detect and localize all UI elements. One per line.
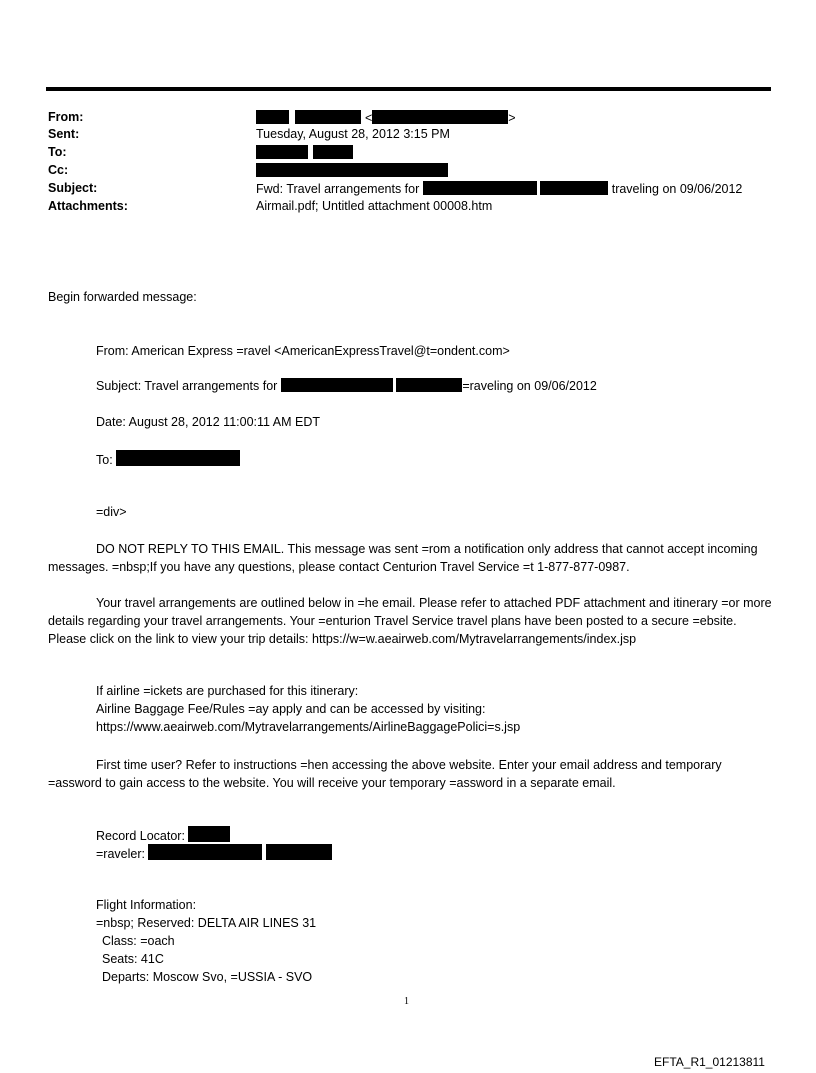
redaction: [372, 110, 508, 124]
redaction: [256, 145, 308, 159]
fwd-from: From: American Express =ravel <AmericanExpressTravel@t=ondent.com>: [96, 344, 510, 358]
begin-forwarded: Begin forwarded message:: [48, 290, 197, 304]
redaction: [423, 181, 537, 195]
traveler-label: =raveler:: [96, 847, 145, 861]
subject-suffix: traveling on 09/06/2012: [611, 182, 743, 196]
cc-label: Cc:: [48, 163, 69, 177]
subject-value: [256, 181, 742, 196]
from-lt: <: [364, 111, 373, 125]
redaction: [295, 110, 361, 124]
redaction: [256, 163, 448, 177]
fwd-subject-suffix: =raveling on 09/06/2012: [462, 379, 597, 393]
redaction: [256, 110, 289, 124]
flight-seats: Seats: 41C: [102, 952, 164, 966]
redaction: [188, 826, 230, 842]
to-label: To:: [48, 145, 67, 159]
attachments-label: Attachments:: [48, 199, 128, 213]
redaction: [281, 378, 393, 392]
sent-value: Tuesday, August 28, 2012 3:15 PM: [256, 127, 450, 141]
baggage-link: https://www.aeairweb.com/Mytravelarrangements/AirlineBaggagePolici=s.jsp: [96, 720, 521, 734]
cc-value: [256, 163, 448, 178]
redaction: [148, 844, 262, 860]
paragraph-no-reply: DO NOT REPLY TO THIS EMAIL. This message was sent =rom a notification only address that cannot accept incoming messages. =nbsp;If you have any questions, please contact Centurion Travel Service =t 1-877-877-0987.: [48, 542, 758, 574]
fwd-subject-prefix: Subject: Travel arrangements for: [96, 379, 278, 393]
flight-reserved: =nbsp; Reserved: DELTA AIR LINES 31: [96, 916, 317, 930]
paragraph-arrangements: Your travel arrangements are outlined below in =he email. Please refer to attached PDF attachment and itinerary =or more details regarding your travel arrangements. Your =enturion Travel Service travel plans have been posted to a secure =ebsite. Please click on the link to view your trip details: https://w=w.aeairweb.com/Mytravelarrangements/index.jsp: [48, 596, 772, 646]
from-label: From:: [48, 110, 84, 124]
redaction: [266, 844, 332, 860]
subject-prefix: Fwd: Travel arrangements for: [256, 182, 420, 196]
flight-class: Class: =oach: [102, 934, 175, 948]
header-rule: [46, 87, 771, 91]
record-locator-label: Record Locator:: [96, 829, 185, 843]
fwd-to: [96, 450, 240, 467]
attachments-value: Airmail.pdf; Untitled attachment 00008.htm: [256, 199, 493, 213]
paragraph-first-time: First time user? Refer to instructions =hen accessing the above website. Enter your email address and temporary =assword to gain access to the website. You will receive your temporary =assword in a separate email.: [48, 758, 722, 790]
from-value: [256, 110, 516, 125]
baggage-line-1: If airline =ickets are purchased for this itinerary:: [96, 684, 359, 698]
from-gt: >: [508, 111, 516, 125]
fwd-date: Date: August 28, 2012 11:00:11 AM EDT: [96, 415, 320, 429]
bates-number: EFTA_R1_01213811: [654, 1055, 765, 1069]
redaction: [116, 450, 240, 466]
sent-label: Sent:: [48, 127, 80, 141]
flight-info-heading: Flight Information:: [96, 898, 197, 912]
redaction: [540, 181, 608, 195]
subject-label: Subject:: [48, 181, 98, 195]
baggage-line-2: Airline Baggage Fee/Rules =ay apply and can be accessed by visiting:: [96, 702, 486, 716]
record-locator: [96, 826, 230, 843]
to-value: [256, 145, 353, 160]
fwd-subject: [96, 378, 597, 393]
flight-departs: Departs: Moscow Svo, =USSIA - SVO: [102, 970, 313, 984]
page-number: 1: [404, 996, 409, 1007]
div-text: =div>: [96, 505, 127, 519]
fwd-to-label: To:: [96, 453, 113, 467]
redaction: [313, 145, 353, 159]
redaction: [396, 378, 462, 392]
traveler: [96, 844, 332, 861]
